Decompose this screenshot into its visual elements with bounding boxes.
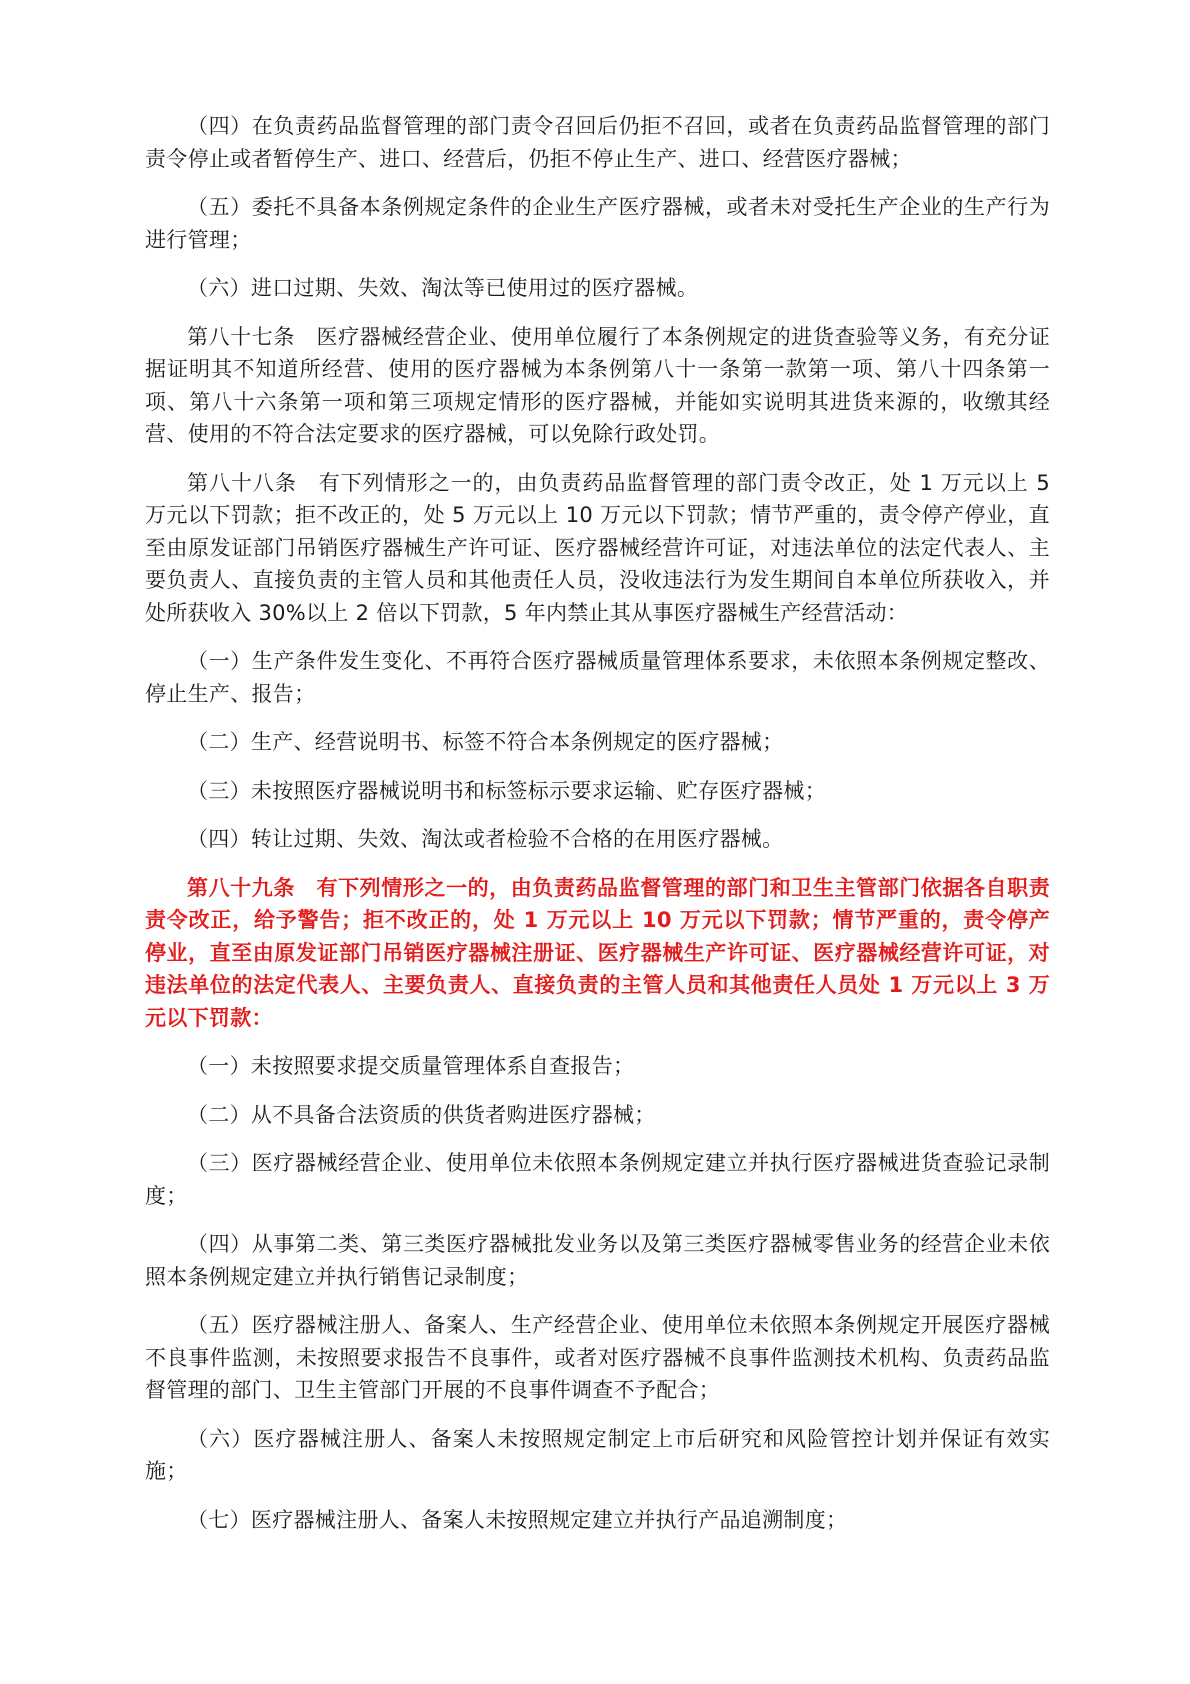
article-88-item-2: （二）生产、经营说明书、标签不符合本条例规定的医疗器械；	[187, 730, 784, 754]
article-87: 第八十七条 医疗器械经营企业、使用单位履行了本条例规定的进货查验等义务，有充分证据证明其不知道所经营、使用的医疗器械为本条例第八十一条第一款第一项、第八十四条第一项、第八十六条第一项和第三项规定情形的医疗器械，并能如实说明其进货来源的，收缴其经营、使用的不符合法定要求的医疗器械，可以免除行政处罚。	[145, 324, 1050, 446]
paragraph-item-4: （四）在负责药品监督管理的部门责令召回后仍拒不召回，或者在负责药品监督管理的部门责令停止或者暂停生产、进口、经营后，仍拒不停止生产、进口、经营医疗器械；	[145, 114, 1050, 171]
article-89-item-7: （七）医疗器械注册人、备案人未按照规定建立并执行产品追溯制度；	[187, 1507, 848, 1532]
article-89-item-2: （二）从不具备合法资质的供货者购进医疗器械；	[187, 1102, 656, 1127]
article-89-item-4: （四）从事第二类、第三类医疗器械批发业务以及第三类医疗器械零售业务的经营企业未依照本条例规定建立并执行销售记录制度；	[145, 1232, 1050, 1289]
article-89-item-3: （三）医疗器械经营企业、使用单位未依照本条例规定建立并执行医疗器械进货查验记录制度；	[145, 1151, 1050, 1208]
paragraph-item-6: （六）进口过期、失效、淘汰等已使用过的医疗器械。	[187, 276, 699, 300]
article-89-item-6: （六）医疗器械注册人、备案人未按照规定制定上市后研究和风险管控计划并保证有效实施；	[145, 1426, 1050, 1483]
paragraph-item-5: （五）委托不具备本条例规定条件的企业生产医疗器械，或者未对受托生产企业的生产行为进行管理；	[145, 195, 1050, 252]
article-89-item-5: （五）医疗器械注册人、备案人、生产经营企业、使用单位未依照本条例规定开展医疗器械不良事件监测，未按照要求报告不良事件，或者对医疗器械不良事件监测技术机构、负责药品监督管理的部门、卫生主管部门开展的不良事件调查不予配合；	[145, 1313, 1050, 1402]
article-89-item-1: （一）未按照要求提交质量管理体系自查报告；	[187, 1054, 635, 1078]
article-88-item-3: （三）未按照医疗器械说明书和标签标示要求运输、贮存医疗器械；	[187, 778, 826, 803]
article-88-item-1: （一）生产条件发生变化、不再符合医疗器械质量管理体系要求，未依照本条例规定整改、停止生产、报告；	[145, 649, 1050, 706]
article-88-item-4: （四）转让过期、失效、淘汰或者检验不合格的在用医疗器械。	[187, 827, 784, 851]
article-88: 第八十八条 有下列情形之一的，由负责药品监督管理的部门责令改正，处 1 万元以上 5 万元以下罚款；拒不改正的，处 5 万元以上 10 万元以下罚款；情节严重的，责令停产停业，直至由原发证部门吊销医疗器械生产许可证、医疗器械经营许可证，对违法单位的法定代表人、主要负责人、直接负责的主管人员和其他责任人员，没收违法行为发生期间自本单位所获收入，并处所获收入 30%以上 2 倍以下罚款，5 年内禁止其从事医疗器械生产经营活动：	[145, 470, 1050, 625]
document-page	[145, 110, 1050, 1552]
article-89-highlighted: 第八十九条 有下列情形之一的，由负责药品监督管理的部门和卫生主管部门依据各自职责责令改正，给予警告；拒不改正的，处 1 万元以上 10 万元以下罚款；情节严重的，责令停产停业，直至由原发证部门吊销医疗器械注册证、医疗器械生产许可证、医疗器械经营许可证，对违法单位的法定代表人、主要负责人、直接负责的主管人员和其他责任人员处 1 万元以上 3 万元以下罚款：	[145, 875, 1050, 1030]
